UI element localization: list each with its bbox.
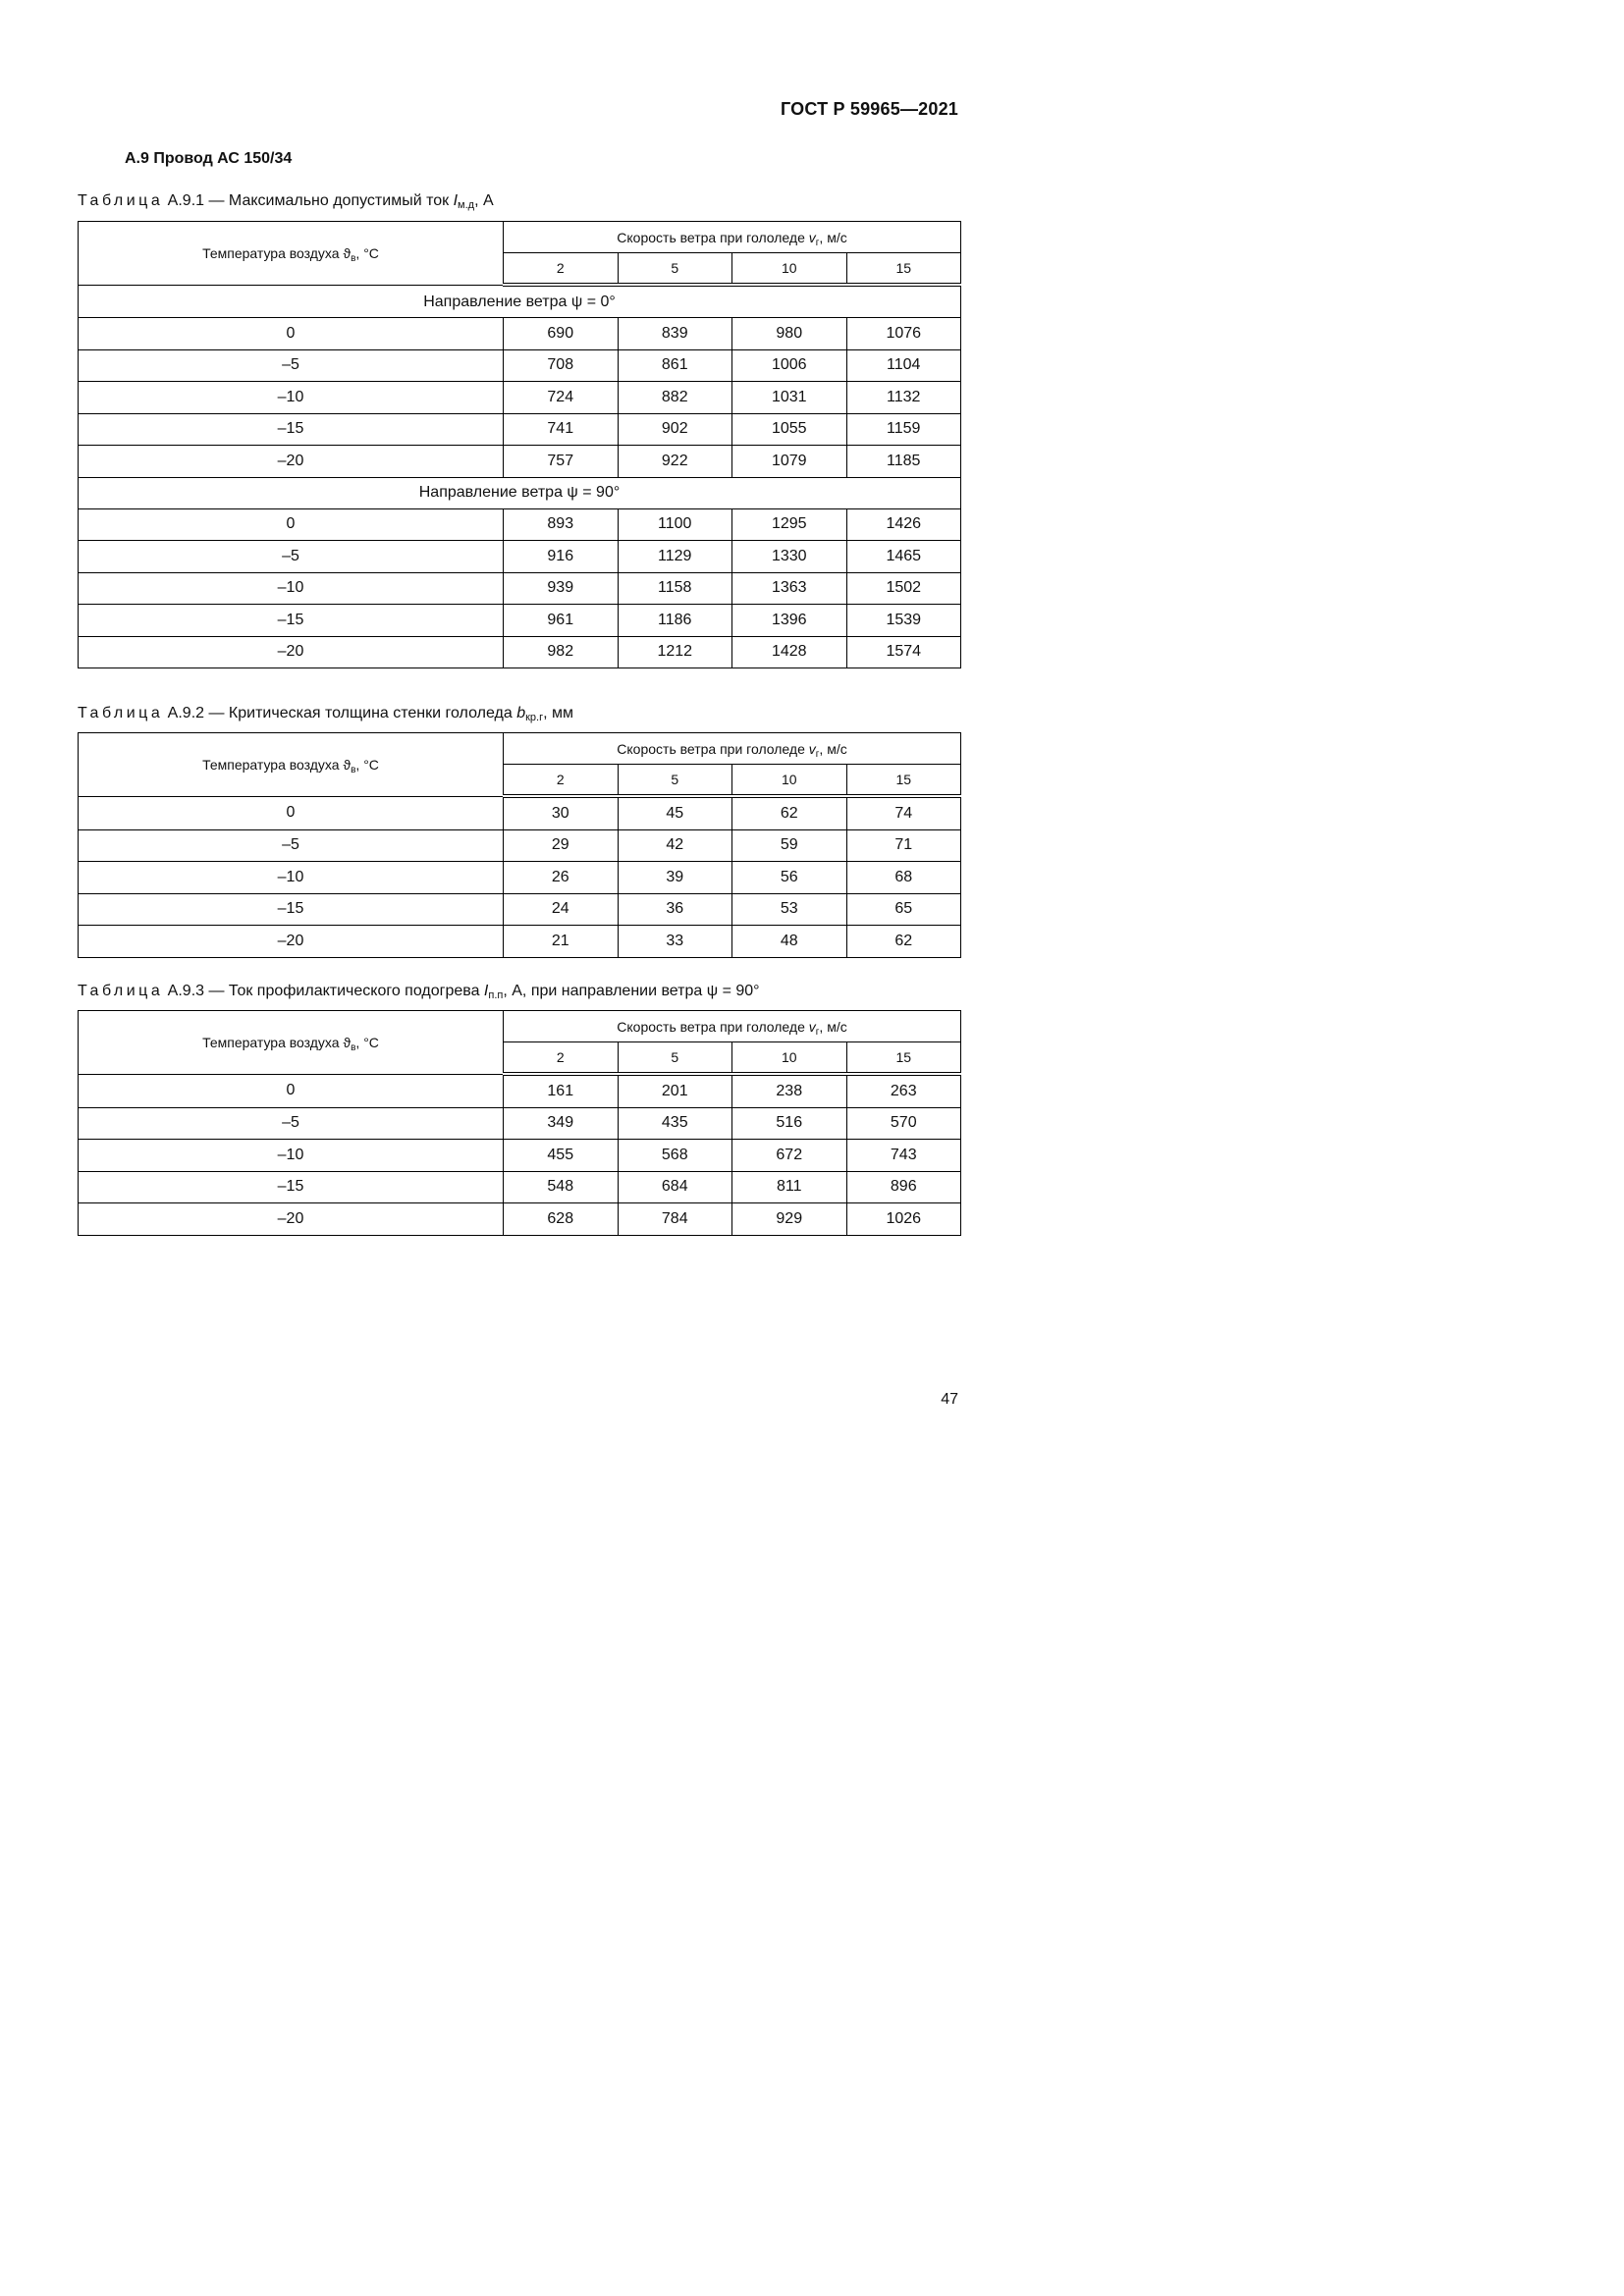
table-row [79,893,961,926]
temperature-label: Температура воздуха ϑ [202,756,352,773]
row-value: 1428 [732,636,847,668]
row-value: 861 [618,349,732,382]
table-row [79,605,961,637]
header-wind-speed [504,733,961,765]
row-value: 26 [504,862,619,894]
wind-speed-variable: v [808,1018,816,1035]
row-value: 708 [504,349,619,382]
row-value: 53 [732,893,847,926]
temperature-label: Температура воздуха ϑ [202,244,352,261]
row-value: 982 [504,636,619,668]
wind-speed-variable: v [808,229,816,245]
row-value: 56 [732,862,847,894]
table-row [79,413,961,446]
table-row [79,1107,961,1140]
header-speed-10: 10 [732,253,847,286]
table-caption-a92 [78,705,573,722]
row-temperature: –5 [79,349,504,382]
wind-speed-label: Скорость ветра при гололеде [617,229,809,245]
caption-subscript: кр.г [525,712,544,723]
caption-subscript: м.д [458,199,475,211]
row-value: 1539 [846,605,961,637]
table-row [79,1203,961,1236]
row-value: 30 [504,796,619,829]
header-wind-speed [504,222,961,253]
table-caption-a93 [78,983,760,1000]
wind-speed-variable: v [808,740,816,757]
table-row [79,349,961,382]
row-value: 1006 [732,349,847,382]
wind-direction-label: Направление ветра ψ = 0° [79,285,961,318]
caption-text: А.9.3 — Ток профилактического подогрева [163,983,484,999]
row-value: 1076 [846,318,961,350]
row-value: 435 [618,1107,732,1140]
row-value: 1396 [732,605,847,637]
caption-variable: I [453,192,459,209]
caption-text: А.9.1 — Максимально допустимый ток [163,192,454,209]
row-temperature: 0 [79,508,504,541]
row-value: 1502 [846,572,961,605]
row-value: 62 [846,926,961,958]
header-speed-10: 10 [732,765,847,797]
row-value: 916 [504,541,619,573]
wind-speed-label: Скорость ветра при гололеде [617,740,809,757]
row-value: 1129 [618,541,732,573]
wind-speed-subscript: г [815,1026,820,1038]
row-value: 1026 [846,1203,961,1236]
temperature-label: Температура воздуха ϑ [202,1034,352,1050]
header-temperature [79,733,504,797]
table-row [79,382,961,414]
header-temperature [79,1011,504,1075]
header-speed-2: 2 [504,765,619,797]
row-temperature: –15 [79,605,504,637]
row-value: 1104 [846,349,961,382]
caption-word: Таблица [78,705,164,721]
row-value: 570 [846,1107,961,1140]
row-value: 839 [618,318,732,350]
row-value: 724 [504,382,619,414]
row-value: 1295 [732,508,847,541]
table-caption-a91 [78,192,494,210]
row-value: 980 [732,318,847,350]
table-row [79,508,961,541]
row-value: 896 [846,1171,961,1203]
row-value: 741 [504,413,619,446]
table-row [79,541,961,573]
row-value: 922 [618,446,732,478]
row-value: 929 [732,1203,847,1236]
page-number: 47 [941,1391,958,1408]
row-value: 263 [846,1074,961,1107]
header-speed-15: 15 [846,1042,961,1075]
header-temperature [79,222,504,286]
row-value: 690 [504,318,619,350]
wind-speed-subscript: г [815,748,820,760]
row-value: 39 [618,862,732,894]
row-value: 74 [846,796,961,829]
row-temperature: –10 [79,382,504,414]
header-row [79,1011,961,1042]
row-value: 628 [504,1203,619,1236]
row-value: 42 [618,829,732,862]
row-temperature: 0 [79,1074,504,1107]
row-value: 29 [504,829,619,862]
header-speed-15: 15 [846,253,961,286]
caption-tail: , А, при направлении ветра ψ = 90° [503,983,760,999]
row-value: 811 [732,1171,847,1203]
caption-subscript: п.п [488,989,504,1001]
row-value: 784 [618,1203,732,1236]
header-speed-2: 2 [504,253,619,286]
row-value: 1574 [846,636,961,668]
row-value: 21 [504,926,619,958]
row-value: 1426 [846,508,961,541]
row-value: 201 [618,1074,732,1107]
row-value: 1031 [732,382,847,414]
row-value: 71 [846,829,961,862]
row-value: 349 [504,1107,619,1140]
row-value: 238 [732,1074,847,1107]
section-title: А.9 Провод АС 150/34 [125,150,293,167]
row-temperature: –10 [79,572,504,605]
row-value: 1159 [846,413,961,446]
table-a92-body [79,733,961,958]
row-value: 33 [618,926,732,958]
row-value: 516 [732,1107,847,1140]
caption-variable: b [516,705,526,721]
row-temperature: –10 [79,1140,504,1172]
row-value: 36 [618,893,732,926]
wind-direction-label: Направление ветра ψ = 90° [79,477,961,508]
row-value: 68 [846,862,961,894]
wind-speed-label: Скорость ветра при гололеде [617,1018,809,1035]
row-value: 882 [618,382,732,414]
row-value: 1158 [618,572,732,605]
row-value: 1185 [846,446,961,478]
table-row [79,926,961,958]
row-temperature: –10 [79,862,504,894]
row-temperature: –20 [79,1203,504,1236]
row-value: 568 [618,1140,732,1172]
wind-speed-unit: , м/с [819,229,847,245]
table-row [79,318,961,350]
table-row [79,862,961,894]
row-value: 1212 [618,636,732,668]
table-a91 [78,221,961,668]
table-a93-body [79,1011,961,1236]
temperature-unit: , °С [355,244,379,261]
row-value: 1132 [846,382,961,414]
table-row [79,636,961,668]
row-value: 65 [846,893,961,926]
table-a92 [78,732,961,958]
row-temperature: 0 [79,318,504,350]
row-value: 1079 [732,446,847,478]
header-row [79,222,961,253]
row-value: 59 [732,829,847,862]
row-value: 893 [504,508,619,541]
table-row [79,1171,961,1203]
header-speed-15: 15 [846,765,961,797]
wind-speed-subscript: г [815,237,820,248]
row-temperature: –5 [79,1107,504,1140]
caption-tail: , мм [543,705,573,721]
caption-text: А.9.2 — Критическая толщина стенки гололеда [163,705,517,721]
row-value: 24 [504,893,619,926]
row-value: 1330 [732,541,847,573]
caption-word: Таблица [78,192,164,209]
row-temperature: –20 [79,636,504,668]
table-a91-body [79,222,961,668]
wind-direction-band [79,285,961,318]
table-row [79,446,961,478]
row-temperature: –15 [79,1171,504,1203]
temperature-unit: , °С [355,756,379,773]
row-temperature: –5 [79,541,504,573]
header-row [79,733,961,765]
row-temperature: –20 [79,926,504,958]
temperature-unit: , °С [355,1034,379,1050]
row-temperature: –15 [79,893,504,926]
row-value: 1055 [732,413,847,446]
wind-speed-unit: , м/с [819,1018,847,1035]
wind-speed-unit: , м/с [819,740,847,757]
row-value: 961 [504,605,619,637]
row-value: 45 [618,796,732,829]
temperature-subscript: в [351,252,356,264]
row-value: 757 [504,446,619,478]
caption-tail: , А [474,192,494,209]
table-row [79,829,961,862]
header-speed-5: 5 [618,253,732,286]
row-value: 684 [618,1171,732,1203]
header-speed-2: 2 [504,1042,619,1075]
row-value: 743 [846,1140,961,1172]
temperature-subscript: в [351,764,356,775]
table-row [79,796,961,829]
temperature-subscript: в [351,1041,356,1053]
row-temperature: –5 [79,829,504,862]
table-row [79,1140,961,1172]
document-code: ГОСТ Р 59965—2021 [780,99,958,119]
table-row [79,1074,961,1107]
row-value: 902 [618,413,732,446]
row-value: 1186 [618,605,732,637]
row-value: 939 [504,572,619,605]
row-value: 672 [732,1140,847,1172]
table-row [79,572,961,605]
wind-direction-band [79,477,961,508]
row-value: 548 [504,1171,619,1203]
caption-word: Таблица [78,983,164,999]
row-temperature: –20 [79,446,504,478]
header-wind-speed [504,1011,961,1042]
header-speed-5: 5 [618,1042,732,1075]
row-value: 161 [504,1074,619,1107]
caption-variable: I [483,983,489,999]
row-temperature: –15 [79,413,504,446]
header-speed-5: 5 [618,765,732,797]
row-value: 1363 [732,572,847,605]
table-a93 [78,1010,961,1236]
row-value: 1100 [618,508,732,541]
row-temperature: 0 [79,796,504,829]
row-value: 62 [732,796,847,829]
row-value: 455 [504,1140,619,1172]
row-value: 1465 [846,541,961,573]
header-speed-10: 10 [732,1042,847,1075]
row-value: 48 [732,926,847,958]
